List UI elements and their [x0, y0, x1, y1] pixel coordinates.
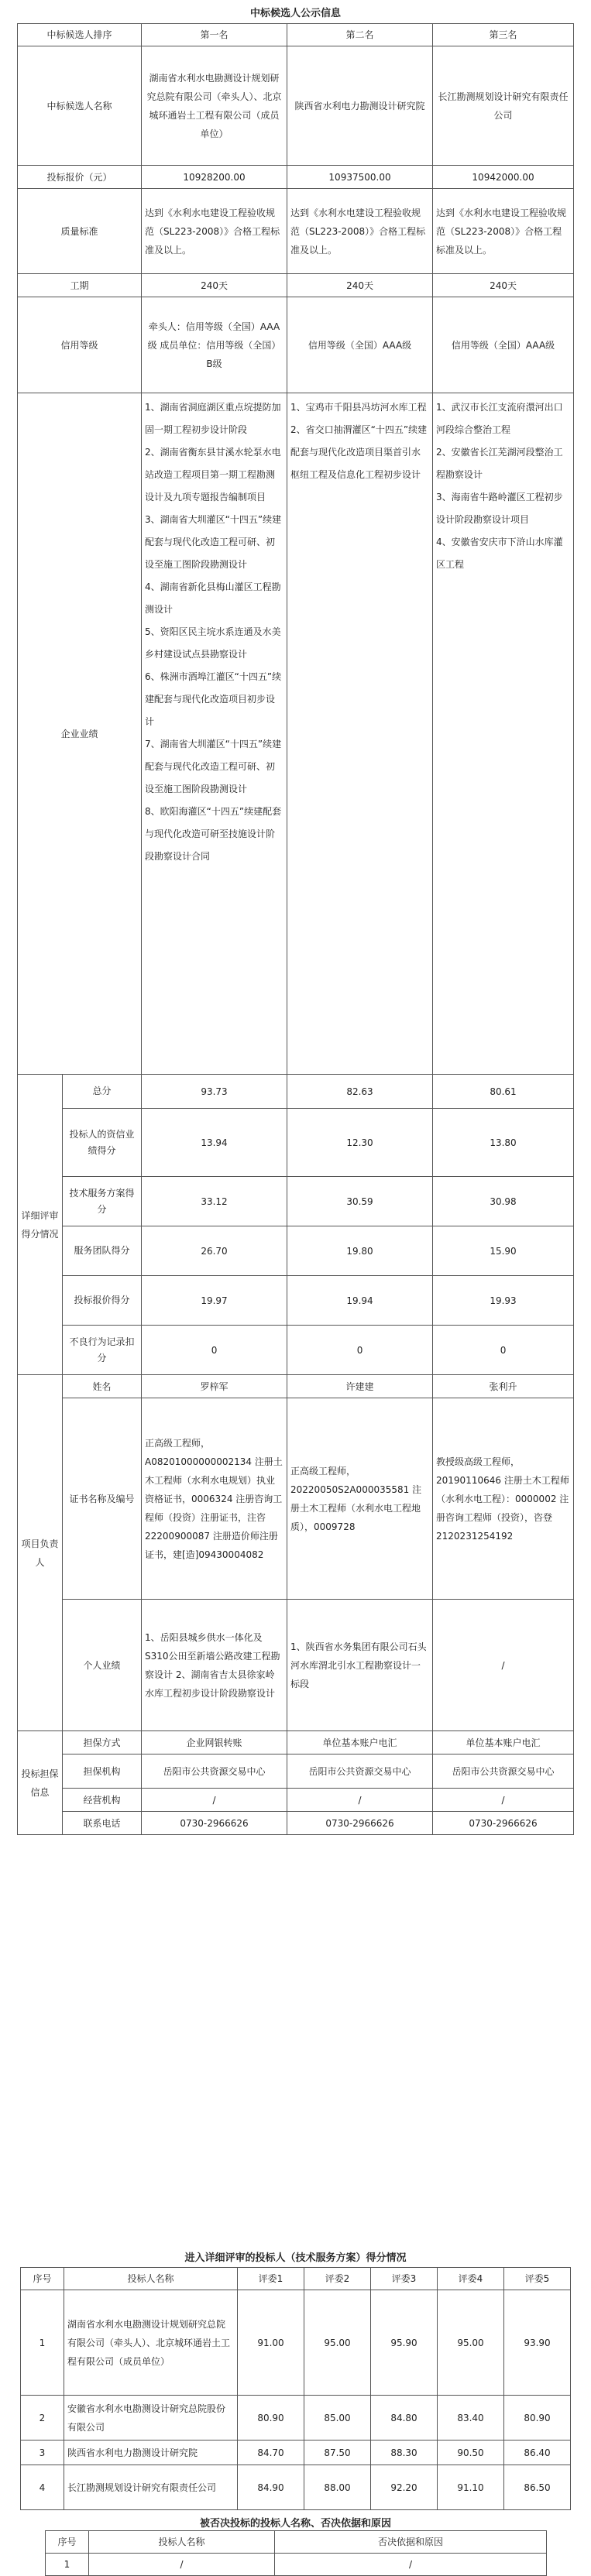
score-1: 93.73 — [142, 1075, 287, 1109]
quality-1: 达到《水利水电建设工程验收规范（SL223-2008）》合格工程标准及以上。 — [142, 189, 287, 274]
bid-price-2: 10937500.00 — [287, 166, 433, 189]
duration-label: 工期 — [18, 274, 142, 297]
score-2: 82.63 — [287, 1075, 433, 1109]
credit-2: 信用等级（全国）AAA级 — [287, 297, 433, 393]
score-2: 30.59 — [287, 1177, 433, 1226]
lead-cert-row — [18, 1398, 574, 1600]
bidder-name-1: 湖南省水利水电勘测设计规划研究总院有限公司（牵头人）、北京城环通岩土工程有限公司（成员单位） — [142, 46, 287, 166]
rank-label: 中标候选人排序 — [18, 24, 142, 46]
rejected-bidder-table — [45, 2530, 547, 2576]
guarantee-2: / — [287, 1789, 433, 1812]
cell: / — [275, 2554, 547, 2576]
lead-perf-1: 1、岳阳县城乡供水一体化及S310公田至新墙公路改建工程勘察设计 2、湖南省吉太县徐家岭水库工程初步设计阶段勘察设计 — [142, 1600, 287, 1731]
guarantee-row-label: 经营机构 — [63, 1789, 142, 1812]
cell: 95.90 — [371, 2290, 438, 2396]
lead-name-2: 许建建 — [287, 1375, 433, 1398]
guarantee-1: 0730-2966626 — [142, 1812, 287, 1835]
rank-3: 第三名 — [433, 24, 574, 46]
guarantee-2: 0730-2966626 — [287, 1812, 433, 1835]
col-header: 评委1 — [238, 2268, 304, 2290]
cell: 陕西省水利电力勘测设计研究院 — [64, 2441, 238, 2465]
achievements-3 — [433, 393, 574, 1075]
score-1: 33.12 — [142, 1177, 287, 1226]
achievement-item: 5、资阳区民主垸水系连通及水美乡村建设试点县勘察设计 — [145, 626, 281, 660]
score-label: 投标人的资信业绩得分 — [63, 1109, 142, 1177]
cell: 92.20 — [371, 2465, 438, 2510]
cell: 安徽省水利水电勘测设计研究总院股份有限公司 — [64, 2396, 238, 2441]
score-1: 0 — [142, 1326, 287, 1375]
cell: 4 — [21, 2465, 64, 2510]
table-row — [21, 2441, 571, 2465]
score-2: 12.30 — [287, 1109, 433, 1177]
score-label: 总分 — [63, 1075, 142, 1109]
cell: 3 — [21, 2441, 64, 2465]
cell: 80.90 — [504, 2396, 571, 2441]
lead-name-1: 罗梓军 — [142, 1375, 287, 1398]
guarantee-1: 企业网银转账 — [142, 1731, 287, 1754]
guarantee-1: 岳阳市公共资源交易中心 — [142, 1754, 287, 1789]
cell: 2 — [21, 2396, 64, 2441]
cell: 95.00 — [438, 2290, 504, 2396]
score-3: 0 — [433, 1326, 574, 1375]
lead-perf-row — [18, 1600, 574, 1731]
credit-3: 信用等级（全国）AAA级 — [433, 297, 574, 393]
cell: 85.00 — [304, 2396, 371, 2441]
table-row — [21, 2396, 571, 2441]
achievement-item: 4、湖南省新化县梅山灌区工程勘测设计 — [145, 581, 281, 615]
guarantee-3: 单位基本账户电汇 — [433, 1731, 574, 1754]
col-header: 否决依据和原因 — [275, 2531, 547, 2554]
cell: 1 — [46, 2554, 89, 2576]
bid-price-row — [18, 166, 574, 189]
cell: 1 — [21, 2290, 64, 2396]
lead-cert-label: 证书名称及编号 — [63, 1398, 142, 1600]
achievements-label: 企业业绩 — [18, 393, 142, 1075]
score-row-team — [18, 1226, 574, 1276]
section3-title: 被否决投标的投标人名称、否决依据和原因 — [199, 2518, 391, 2530]
header-row — [21, 2268, 571, 2290]
achievement-item: 7、湖南省大圳灌区“十四五”续建配套与现代化改造工程可研、初设至施工图阶段勘测设计 — [145, 739, 282, 794]
cell: 91.00 — [238, 2290, 304, 2396]
achievement-item: 2、安徽省长江芜湖河段整治工程勘察设计 — [436, 447, 563, 480]
guarantee-3: 0730-2966626 — [433, 1812, 574, 1835]
lead-perf-3: / — [433, 1600, 574, 1731]
cell: 83.40 — [438, 2396, 504, 2441]
achievement-item: 6、株洲市酒埠江灌区“十四五”续建配套与现代化改造项目初步设计 — [145, 671, 282, 727]
table-row — [21, 2465, 571, 2510]
quality-row — [18, 189, 574, 274]
guarantee-3: / — [433, 1789, 574, 1812]
quality-label: 质量标准 — [18, 189, 142, 274]
duration-row — [18, 274, 574, 297]
col-header: 评委4 — [438, 2268, 504, 2290]
guarantee-3: 岳阳市公共资源交易中心 — [433, 1754, 574, 1789]
cell: 80.90 — [238, 2396, 304, 2441]
achievements-1 — [142, 393, 287, 1075]
cell: 86.50 — [504, 2465, 571, 2510]
lead-name-label: 姓名 — [63, 1375, 142, 1398]
score-3: 80.61 — [433, 1075, 574, 1109]
cell: 88.30 — [371, 2441, 438, 2465]
cell: 93.90 — [504, 2290, 571, 2396]
lead-name-3: 张利升 — [433, 1375, 574, 1398]
score-label: 服务团队得分 — [63, 1226, 142, 1276]
credit-row — [18, 297, 574, 393]
score-1: 19.97 — [142, 1276, 287, 1326]
score-3: 13.80 — [433, 1109, 574, 1177]
guarantee-2: 岳阳市公共资源交易中心 — [287, 1754, 433, 1789]
achievement-item: 4、安徽省安庆市下浒山水库灌区工程 — [436, 537, 563, 570]
lead-perf-label: 个人业绩 — [63, 1600, 142, 1731]
score-row-penalty — [18, 1326, 574, 1375]
quality-3: 达到《水利水电建设工程验收规范（SL223-2008）》合格工程标准及以上。 — [433, 189, 574, 274]
score-2: 0 — [287, 1326, 433, 1375]
guarantee-row-label: 担保机构 — [63, 1754, 142, 1789]
bidder-name-3: 长江勘测规划设计研究有限责任公司 — [433, 46, 574, 166]
achievement-item: 3、湖南省大圳灌区“十四五”续建配套与现代化改造工程可研、初设至施工图阶段勘测设计 — [145, 514, 282, 570]
header-row — [46, 2531, 547, 2554]
guarantee-row-label: 担保方式 — [63, 1731, 142, 1754]
col-header: 评委2 — [304, 2268, 371, 2290]
credit-1: 牵头人：信用等级（全国）AAA级 成员单位：信用等级（全国）B级 — [142, 297, 287, 393]
achievements-row — [18, 393, 574, 1075]
col-header: 序号 — [46, 2531, 89, 2554]
guarantee-2: 单位基本账户电汇 — [287, 1731, 433, 1754]
score-1: 26.70 — [142, 1226, 287, 1276]
quality-2: 达到《水利水电建设工程验收规范（SL223-2008）》合格工程标准及以上。 — [287, 189, 433, 274]
section2-title: 进入详细评审的投标人（技术服务方案）得分情况 — [184, 2252, 407, 2264]
score-label: 投标报价得分 — [63, 1276, 142, 1326]
cell: 87.50 — [304, 2441, 371, 2465]
bid-price-label: 投标报价（元） — [18, 166, 142, 189]
lead-perf-2: 1、陕西省水务集团有限公司石头河水库渭北引水工程勘察设计一标段 — [287, 1600, 433, 1731]
cell: 88.00 — [304, 2465, 371, 2510]
bidder-name-label: 中标候选人名称 — [18, 46, 142, 166]
cell: 90.50 — [438, 2441, 504, 2465]
score-2: 19.94 — [287, 1276, 433, 1326]
achievement-item: 2、湖南省衡东县甘溪水轮泵水电站改造工程项目第一期工程勘测设计及九项专题报告编制项目 — [145, 447, 281, 503]
bid-price-1: 10928200.00 — [142, 166, 287, 189]
score-label: 技术服务方案得分 — [63, 1177, 142, 1226]
cell: 91.10 — [438, 2465, 504, 2510]
guarantee-row-label: 联系电话 — [63, 1812, 142, 1835]
score-3: 30.98 — [433, 1177, 574, 1226]
score-row-price — [18, 1276, 574, 1326]
col-header: 投标人名称 — [89, 2531, 275, 2554]
detail-scores-label: 详细评审得分情况 — [18, 1075, 63, 1375]
bidder-name-row — [18, 46, 574, 166]
achievement-item: 8、欧阳海灌区“十四五”续建配套与现代化改造可研至技施设计阶段勘察设计合同 — [145, 806, 282, 862]
header-row — [18, 24, 574, 46]
candidate-table — [17, 23, 574, 1835]
col-header: 评委5 — [504, 2268, 571, 2290]
achievements-2 — [287, 393, 433, 1075]
cell: 86.40 — [504, 2441, 571, 2465]
guarantee-row-phone — [18, 1812, 574, 1835]
lead-cert-3: 教授级高级工程师，20190110646 注册土木工程师（水利水电工程）：0000002 注册咨询工程师（投资），咨登2120231254192 — [433, 1398, 574, 1600]
score-row-total — [18, 1075, 574, 1109]
achievement-item: 3、海南省牛路岭灌区工程初步设计阶段勘察设计项目 — [436, 492, 563, 525]
score-2: 19.80 — [287, 1226, 433, 1276]
cell: 84.70 — [238, 2441, 304, 2465]
lead-cert-1: 正高级工程师，A08201000000002134 注册土木工程师（水利水电规划）执业资格证书，0006324 注册咨询工程师（投资）注册证书，注咨22200900087 注册造价师注册证书，建[造]09430004082 — [142, 1398, 287, 1600]
cell: 湖南省水利水电勘测设计规划研究总院有限公司（牵头人）、北京城环通岩土工程有限公司（成员单位） — [64, 2290, 238, 2396]
section1-title: 中标候选人公示信息 — [249, 8, 341, 19]
guarantee-label: 投标担保信息 — [18, 1731, 63, 1835]
lead-name-row — [18, 1375, 574, 1398]
cell: 长江勘测规划设计研究有限责任公司 — [64, 2465, 238, 2510]
achievement-item: 1、湖南省洞庭湖区重点垸提防加固一期工程初步设计阶段 — [145, 402, 281, 435]
credit-label: 信用等级 — [18, 297, 142, 393]
cell: 84.90 — [238, 2465, 304, 2510]
duration-1: 240天 — [142, 274, 287, 297]
bidder-name-2: 陕西省水利电力勘测设计研究院 — [287, 46, 433, 166]
rank-1: 第一名 — [142, 24, 287, 46]
achievement-item: 2、省交口抽渭灌区“十四五”续建配套与现代化改造项目渠首引水枢纽工程及信息化工程初步设计 — [290, 424, 428, 480]
project-lead-label: 项目负责人 — [18, 1375, 63, 1731]
achievement-item: 1、宝鸡市千阳县冯坊河水库工程 — [290, 402, 427, 413]
cell: 84.80 — [371, 2396, 438, 2441]
table-row — [46, 2554, 547, 2576]
score-3: 15.90 — [433, 1226, 574, 1276]
achievement-item: 1、武汉市长江支流府澴河出口河段综合整治工程 — [436, 402, 563, 435]
score-label: 不良行为记录扣分 — [63, 1326, 142, 1375]
bid-price-3: 10942000.00 — [433, 166, 574, 189]
duration-2: 240天 — [287, 274, 433, 297]
score-row-credentials — [18, 1109, 574, 1177]
score-row-technical — [18, 1177, 574, 1226]
duration-3: 240天 — [433, 274, 574, 297]
cell: 95.00 — [304, 2290, 371, 2396]
technical-score-table — [20, 2267, 571, 2510]
col-header: 评委3 — [371, 2268, 438, 2290]
guarantee-1: / — [142, 1789, 287, 1812]
cell: / — [89, 2554, 275, 2576]
guarantee-row-institution — [18, 1754, 574, 1789]
rank-2: 第二名 — [287, 24, 433, 46]
lead-cert-2: 正高级工程师，20220050S2A000035581 注册土木工程师（水利水电工程地质），0009728 — [287, 1398, 433, 1600]
score-1: 13.94 — [142, 1109, 287, 1177]
guarantee-row-operator — [18, 1789, 574, 1812]
col-header: 投标人名称 — [64, 2268, 238, 2290]
guarantee-row-method — [18, 1731, 574, 1754]
table-row — [21, 2290, 571, 2396]
score-3: 19.93 — [433, 1276, 574, 1326]
col-header: 序号 — [21, 2268, 64, 2290]
